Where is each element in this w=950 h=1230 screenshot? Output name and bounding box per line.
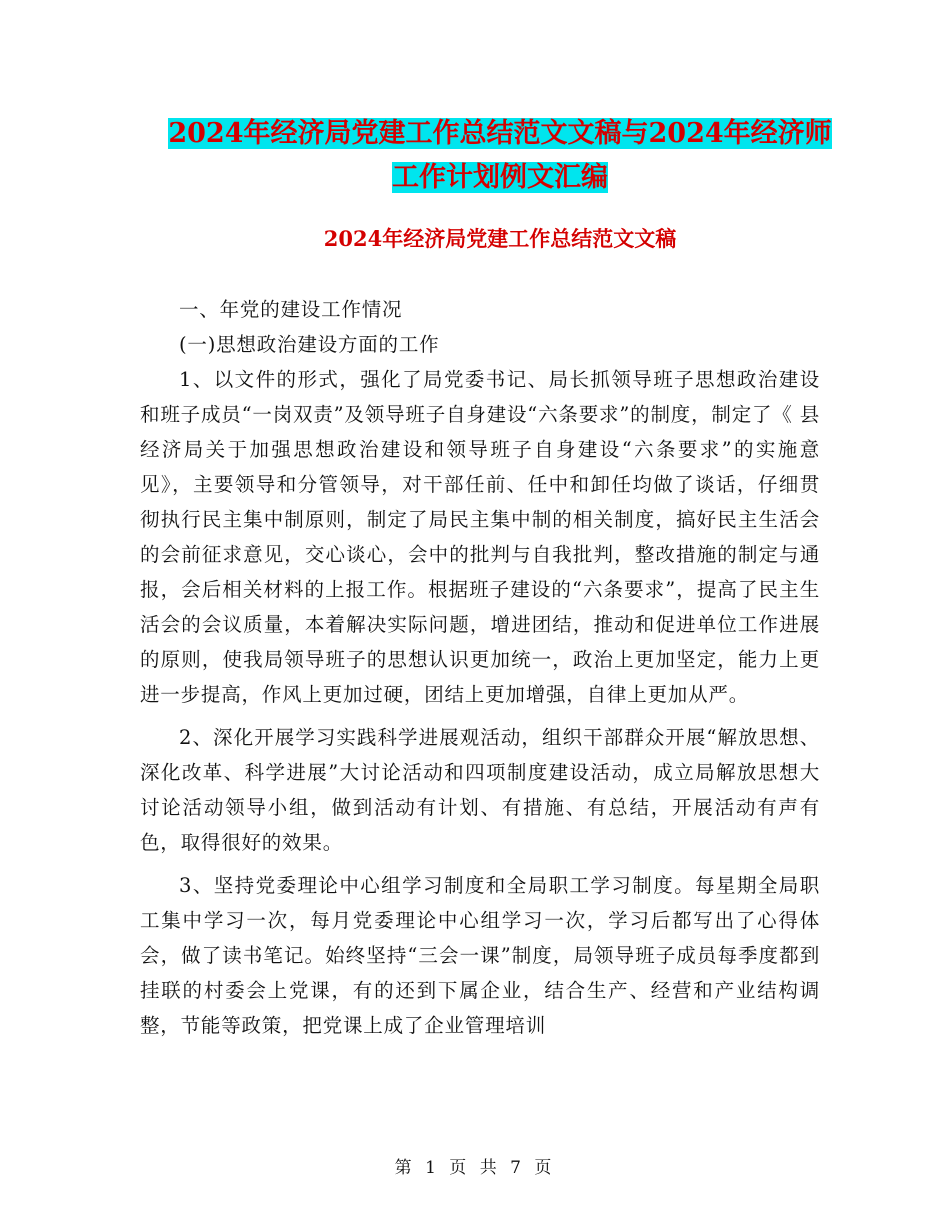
paragraph-1: 1、以文件的形式，强化了局党委书记、局长抓领导班子思想政治建设和班子成员“一岗双责”及领导班子自身建设“六条要求”的制度，制定了《 县经济局关于加强思想政治建设和领导班子自身建设“六条要求”的实施意见》，主要领导和分管领导，对干部任前、任中和卸任均做了谈话，仔细贯彻执行民主集中制原则，制定了局民主集中制的相关制度，搞好民主生活会的会前征求意见，交心谈心，会中的批判与自我批判，整改措施的制定与通报，会后相关材料的上报工作。根据班子建设的“六条要求”，提高了民主生活会的会议质量，本着解决实际问题，增进团结，推动和促进单位工作进展的原则，使我局领导班子的思想认识更加统一，政治上更加坚定，能力上更进一步提高，作风上更加过硬，团结上更加增强，自律上更加从严。 [140, 368, 820, 706]
heading-party-building: 一、年党的建设工作情况 [179, 298, 403, 321]
page-footer: 第 1 页 共 7 页 [394, 1158, 556, 1178]
title-line-2: 工作计划例文汇编 [392, 162, 608, 193]
document-body [140, 292, 820, 1043]
subheading-ideological-work: (一)思想政治建设方面的工作 [179, 333, 440, 356]
paragraph-2: 2、深化开展学习实践科学进展观活动，组织干部群众开展“解放思想、深化改革、科学进展”大讨论活动和四项制度建设活动，成立局解放思想大讨论活动领导小组，做到活动有计划、有措施、有总结，开展活动有声有色，取得很好的效果。 [140, 726, 820, 854]
section-title: 2024年经济局党建工作总结范文文稿 [323, 226, 677, 251]
document-title [140, 112, 860, 200]
title-line-1: 2024年经济局党建工作总结范文文稿与2024年经济师 [168, 118, 832, 149]
paragraph-3: 3、坚持党委理论中心组学习制度和全局职工学习制度。每星期全局职工集中学习一次，每月党委理论中心组学习一次，学习后都写出了心得体会，做了读书笔记。始终坚持“三会一课”制度，局领导班子成员每季度都到挂联的村委会上党课，有的还到下属企业，结合生产、经营和产业结构调整，节能等政策，把党课上成了企业管理培训 [140, 874, 820, 1037]
